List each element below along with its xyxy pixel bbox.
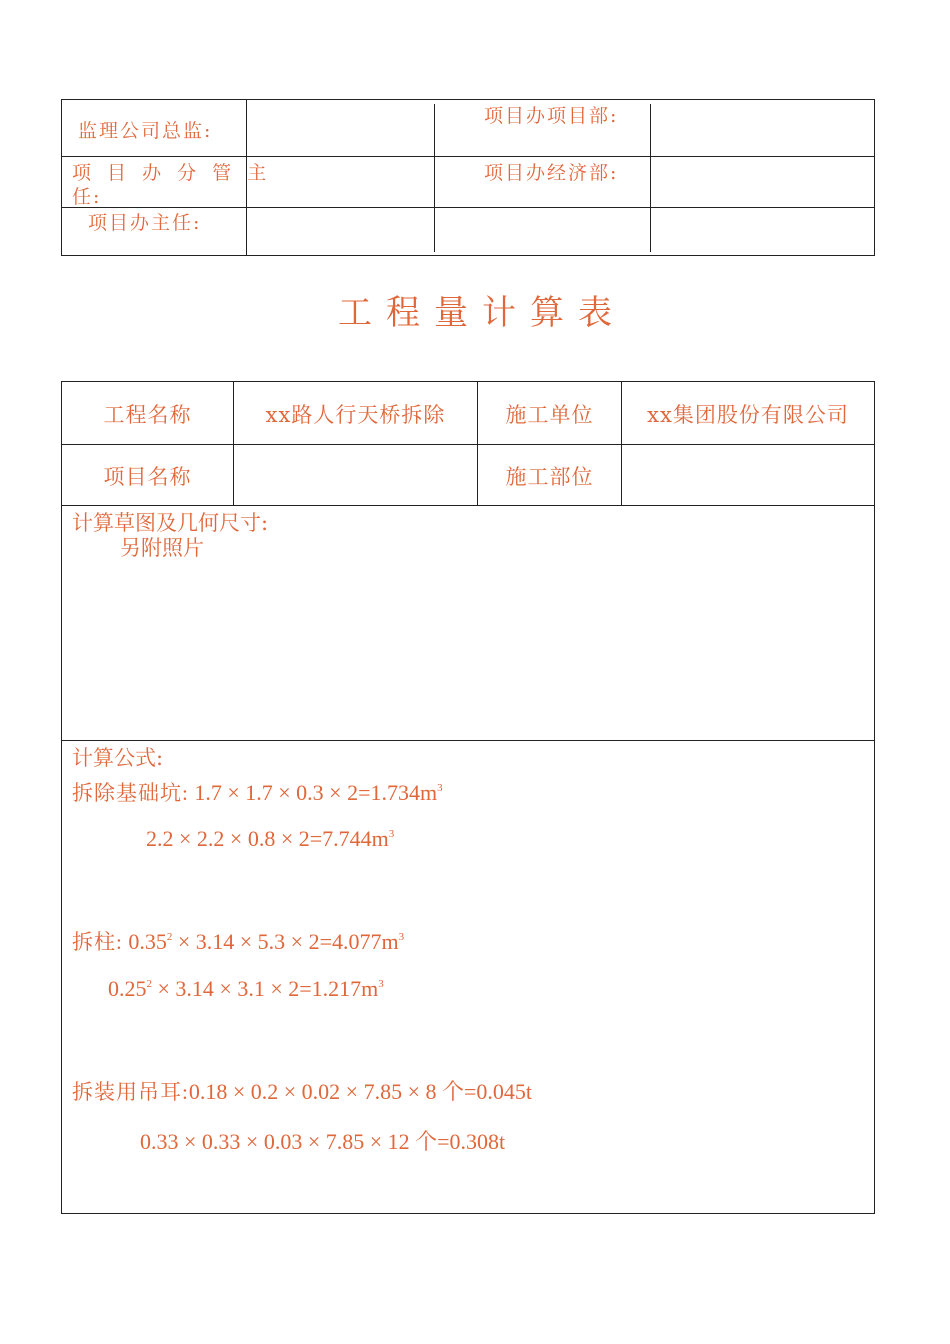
column-line-1 [72, 926, 404, 956]
column-square-2: 2 [146, 978, 152, 990]
lug-line-2 [140, 1125, 505, 1156]
director-label: 项目办主任: [88, 212, 202, 234]
column-base-1: 0.35 [128, 929, 167, 954]
part-label: 施工部位 [505, 465, 594, 489]
column-base-2: 0.25 [108, 976, 147, 1001]
foundation-exp-2: 3 [388, 828, 395, 840]
lug-formula-2: 0.33 × 0.33 × 0.03 × 7.85 × 12 个=0.308t [140, 1129, 506, 1154]
foundation-label: 拆除基础坑: [72, 781, 189, 805]
formula-label: 计算公式: [72, 746, 164, 770]
foundation-line-1 [72, 777, 443, 807]
item-name-label: 项目名称 [103, 465, 192, 489]
sketch-note: 另附照片 [120, 536, 204, 560]
column-formula-2: × 3.14 × 3.1 × 2=1.217m [152, 976, 379, 1001]
main-border-row1 [61, 444, 875, 445]
sig-border-right [874, 99, 875, 256]
foundation-formula-1: 1.7 × 1.7 × 0.3 × 2=1.734m [194, 780, 438, 805]
lug-label: 拆装用吊耳: [72, 1080, 189, 1104]
column-line-2 [108, 976, 384, 1002]
column-exp-1: 3 [398, 931, 405, 943]
column-label: 拆柱: [72, 930, 123, 954]
signature-table [0, 0, 950, 260]
sig-border-left [61, 99, 62, 256]
sig-border-bottom [61, 255, 875, 256]
main-border-left [61, 381, 62, 1214]
main-border-right [874, 381, 875, 1214]
column-exp-2: 3 [378, 978, 384, 990]
main-border-row2 [61, 505, 875, 506]
main-border-row3 [61, 740, 875, 741]
project-name-value: xx路人行天桥拆除 [265, 403, 446, 427]
sig-col2 [434, 104, 435, 252]
lug-formula-1: 0.18 × 0.2 × 0.02 × 7.85 × 8 个=0.045t [188, 1079, 532, 1104]
sig-col3 [650, 104, 651, 252]
economic-dept-label: 项目办经济部: [484, 162, 619, 184]
page-title: 工程量计算表 [338, 293, 626, 333]
manager-label-line1: 项 目 办 分 管 主 [72, 162, 272, 184]
foundation-formula-2: 2.2 × 2.2 × 0.8 × 2=7.744m [146, 826, 389, 851]
contractor-value: xx集团股份有限公司 [647, 403, 849, 427]
lug-line-1 [72, 1075, 532, 1106]
sig-border-row1 [61, 156, 875, 157]
sig-border-top [61, 99, 875, 100]
foundation-line-2 [146, 826, 394, 852]
main-border-top [61, 381, 875, 382]
column-formula-1: × 3.14 × 5.3 × 2=4.077m [172, 929, 399, 954]
manager-label-line2: 任: [72, 186, 102, 208]
project-name-label: 工程名称 [103, 403, 192, 427]
column-square-1: 2 [166, 931, 173, 943]
sketch-label: 计算草图及几何尺寸: [72, 511, 269, 535]
contractor-label: 施工单位 [505, 403, 594, 427]
foundation-exp-1: 3 [437, 782, 443, 794]
project-dept-label: 项目办项目部: [484, 105, 619, 127]
supervisor-label: 监理公司总监: [78, 120, 213, 142]
main-border-bottom [61, 1213, 875, 1214]
